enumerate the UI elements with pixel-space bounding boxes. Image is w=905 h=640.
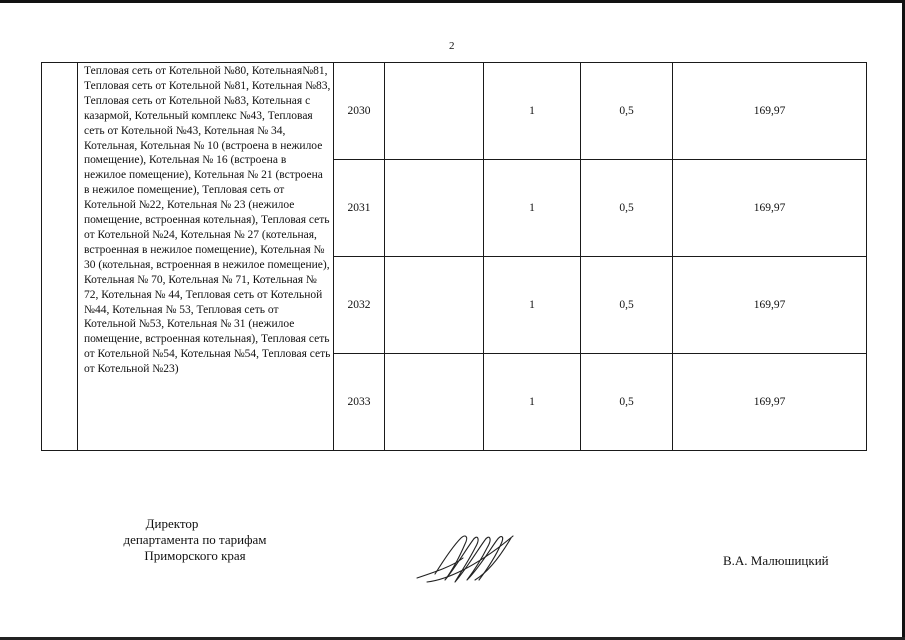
quantity-cell: 1 [484,257,581,354]
row-number-cell [42,63,78,451]
year-cell: 2030 [334,63,385,160]
cost-cell: 169,97 [673,354,867,451]
page-number: 2 [449,40,455,52]
cost-cell: 169,97 [673,257,867,354]
quantity-cell: 1 [484,63,581,160]
length-cell: 0,5 [581,160,673,257]
signatory-department: департамента по тарифам [123,532,267,547]
signatory-region: Приморского края [144,548,246,563]
page-border-top [0,0,905,3]
signatory-name: В.А. Малюшицкий [723,553,829,568]
year-cell: 2032 [334,257,385,354]
table-row [42,63,867,160]
heating-objects-description: Тепловая сеть от Котельной №80, Котельная№81, Тепловая сеть от Котельной №81, Котельная №83, Тепловая сеть от Котельной №83, Котельная с казармой, Котельный комплекс №43, Тепловая сеть от Котельной №43, Котельная № 34, Котельная, Котельная № 10 (встроена в нежилое помещение), Котельная № 16 (встроена в нежилое помещение), Котельная № 21 (встроена в нежилое помещение), Тепловая сеть от Котельной №22, Котельная № 23 (нежилое помещение, встроенная котельная), Тепловая сеть от Котельной №24, Котельная № 27 (котельная, встроенная в нежилое помещение), Котельная № 30 (котельная, встроенная в нежилое помещение), Котельная № 70, Котельная № 71, Котельная № 72, Котельная № 44, Тепловая сеть от Котельной №44, Котельная № 53, Тепловая сеть от Котельной №53, Котельная № 31 (нежилое помещение, встроенная котельная), Тепловая сеть от Котельной №54, Котельная №54, Тепловая сеть от Котельной №23) [78,63,334,451]
length-cell: 0,5 [581,257,673,354]
signatory-position: Директор [145,516,199,531]
signatory-title [95,516,295,564]
cost-cell: 169,97 [673,160,867,257]
empty-cell [385,257,484,354]
quantity-cell: 1 [484,354,581,451]
empty-cell [385,160,484,257]
quantity-cell: 1 [484,160,581,257]
tariff-table [41,62,867,451]
empty-cell [385,63,484,160]
length-cell: 0,5 [581,63,673,160]
year-cell: 2033 [334,354,385,451]
cost-cell: 169,97 [673,63,867,160]
handwritten-signature [415,528,525,590]
length-cell: 0,5 [581,354,673,451]
year-cell: 2031 [334,160,385,257]
empty-cell [385,354,484,451]
